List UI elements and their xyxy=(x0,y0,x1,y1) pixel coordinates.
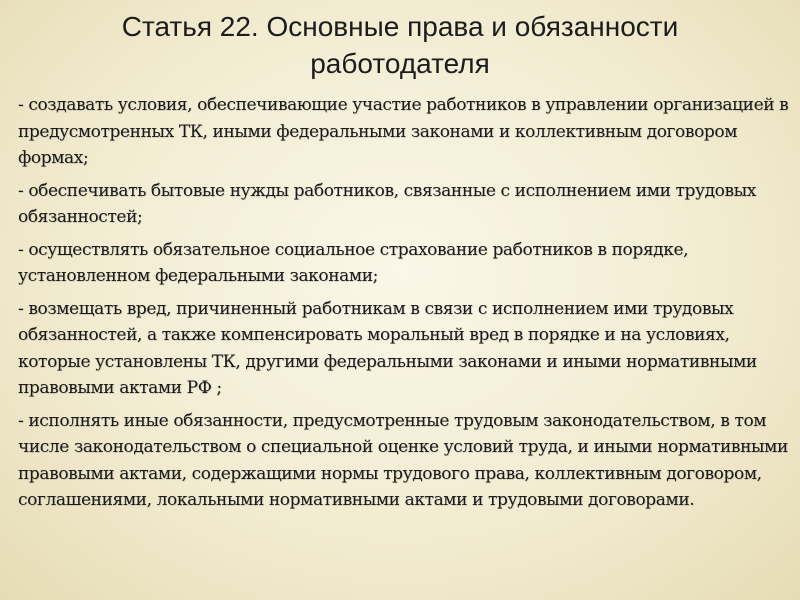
list-item: - возмещать вред, причиненный работникам в связи с исполнением ими трудовых обязанностей, а также компенсировать моральный вред в порядке и на условиях, которые установлены ТК, другими федеральными законами и иными нормативными правовыми актами РФ ; xyxy=(18,298,757,398)
list-item: - осуществлять обязательное социальное страхование работников в порядке, установленном федеральными законами; xyxy=(18,239,689,286)
list-item: - обеспечивать бытовые нужды работников, связанные с исполнением ими трудовых обязанностей; xyxy=(18,180,756,227)
obligations-list xyxy=(18,92,793,520)
slide-title: Статья 22. Основные права и обязанности работодателя xyxy=(121,11,679,79)
list-item: - исполнять иные обязанности, предусмотренные трудовым законодательством, в том числе законодательством о специальной оценке условий труда, и иными нормативными правовыми актами, содержащими нормы трудового права, коллективным договором, соглашениями, локальными нормативными актами и трудовыми договорами. xyxy=(18,410,788,510)
list-item: - создавать условия, обеспечивающие участие работников в управлении организацией в предусмотренных ТК, иными федеральными законами и коллективным договором формах; xyxy=(18,95,789,168)
